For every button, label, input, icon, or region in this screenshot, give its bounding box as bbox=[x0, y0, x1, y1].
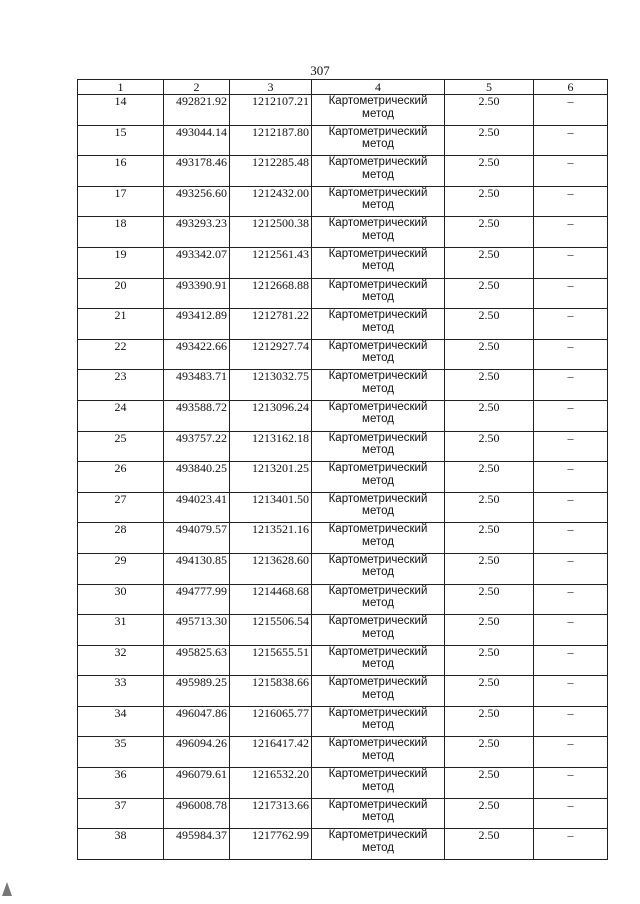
note-cell: – bbox=[534, 309, 608, 340]
note-cell: – bbox=[534, 553, 608, 584]
accuracy-cell: 2.50 bbox=[445, 370, 534, 401]
column-header: 5 bbox=[445, 80, 534, 95]
y-coordinate-cell: 1212107.21 bbox=[230, 95, 312, 126]
y-coordinate-cell: 1212187.80 bbox=[230, 125, 312, 156]
accuracy-cell: 2.50 bbox=[445, 431, 534, 462]
point-number-cell: 37 bbox=[78, 798, 164, 829]
x-coordinate-cell: 493044.14 bbox=[164, 125, 230, 156]
point-number-cell: 22 bbox=[78, 339, 164, 370]
y-coordinate-cell: 1217762.99 bbox=[230, 829, 312, 860]
x-coordinate-cell: 496008.78 bbox=[164, 798, 230, 829]
method-cell: Картометрический метод bbox=[312, 400, 445, 431]
method-cell: Картометрический метод bbox=[312, 553, 445, 584]
accuracy-cell: 2.50 bbox=[445, 462, 534, 493]
note-cell: – bbox=[534, 676, 608, 707]
point-number-cell: 32 bbox=[78, 645, 164, 676]
column-header: 6 bbox=[534, 80, 608, 95]
y-coordinate-cell: 1212781.22 bbox=[230, 309, 312, 340]
x-coordinate-cell: 494079.57 bbox=[164, 523, 230, 554]
point-number-cell: 21 bbox=[78, 309, 164, 340]
method-cell: Картометрический метод bbox=[312, 676, 445, 707]
x-coordinate-cell: 495713.30 bbox=[164, 615, 230, 646]
accuracy-cell: 2.50 bbox=[445, 768, 534, 799]
point-number-cell: 29 bbox=[78, 553, 164, 584]
accuracy-cell: 2.50 bbox=[445, 584, 534, 615]
accuracy-cell: 2.50 bbox=[445, 278, 534, 309]
note-cell: – bbox=[534, 798, 608, 829]
y-coordinate-cell: 1212561.43 bbox=[230, 247, 312, 278]
note-cell: – bbox=[534, 247, 608, 278]
x-coordinate-cell: 494023.41 bbox=[164, 492, 230, 523]
note-cell: – bbox=[534, 492, 608, 523]
accuracy-cell: 2.50 bbox=[445, 95, 534, 126]
method-cell: Картометрический метод bbox=[312, 247, 445, 278]
note-cell: – bbox=[534, 706, 608, 737]
method-cell: Картометрический метод bbox=[312, 829, 445, 860]
method-cell: Картометрический метод bbox=[312, 156, 445, 187]
method-cell: Картометрический метод bbox=[312, 186, 445, 217]
table-row bbox=[78, 339, 608, 370]
note-cell: – bbox=[534, 768, 608, 799]
table-row bbox=[78, 737, 608, 768]
point-number-cell: 25 bbox=[78, 431, 164, 462]
method-cell: Картометрический метод bbox=[312, 125, 445, 156]
table-row bbox=[78, 370, 608, 401]
x-coordinate-cell: 496079.61 bbox=[164, 768, 230, 799]
note-cell: – bbox=[534, 186, 608, 217]
note-cell: – bbox=[534, 645, 608, 676]
y-coordinate-cell: 1217313.66 bbox=[230, 798, 312, 829]
note-cell: – bbox=[534, 829, 608, 860]
table-row bbox=[78, 523, 608, 554]
x-coordinate-cell: 492821.92 bbox=[164, 95, 230, 126]
point-number-cell: 30 bbox=[78, 584, 164, 615]
y-coordinate-cell: 1213162.18 bbox=[230, 431, 312, 462]
accuracy-cell: 2.50 bbox=[445, 186, 534, 217]
point-number-cell: 24 bbox=[78, 400, 164, 431]
x-coordinate-cell: 493483.71 bbox=[164, 370, 230, 401]
accuracy-cell: 2.50 bbox=[445, 523, 534, 554]
x-coordinate-cell: 495984.37 bbox=[164, 829, 230, 860]
point-number-cell: 17 bbox=[78, 186, 164, 217]
x-coordinate-cell: 493293.23 bbox=[164, 217, 230, 248]
point-number-cell: 20 bbox=[78, 278, 164, 309]
accuracy-cell: 2.50 bbox=[445, 309, 534, 340]
y-coordinate-cell: 1212668.88 bbox=[230, 278, 312, 309]
point-number-cell: 35 bbox=[78, 737, 164, 768]
accuracy-cell: 2.50 bbox=[445, 553, 534, 584]
method-cell: Картометрический метод bbox=[312, 706, 445, 737]
table-header-row bbox=[78, 80, 608, 95]
table-row bbox=[78, 400, 608, 431]
note-cell: – bbox=[534, 615, 608, 646]
table-row bbox=[78, 829, 608, 860]
table-row bbox=[78, 95, 608, 126]
method-cell: Картометрический метод bbox=[312, 95, 445, 126]
y-coordinate-cell: 1212285.48 bbox=[230, 156, 312, 187]
y-coordinate-cell: 1215838.66 bbox=[230, 676, 312, 707]
accuracy-cell: 2.50 bbox=[445, 829, 534, 860]
point-number-cell: 14 bbox=[78, 95, 164, 126]
note-cell: – bbox=[534, 278, 608, 309]
x-coordinate-cell: 494777.99 bbox=[164, 584, 230, 615]
table-row bbox=[78, 553, 608, 584]
accuracy-cell: 2.50 bbox=[445, 247, 534, 278]
method-cell: Картометрический метод bbox=[312, 768, 445, 799]
y-coordinate-cell: 1215506.54 bbox=[230, 615, 312, 646]
y-coordinate-cell: 1212500.38 bbox=[230, 217, 312, 248]
x-coordinate-cell: 493256.60 bbox=[164, 186, 230, 217]
method-cell: Картометрический метод bbox=[312, 309, 445, 340]
page-number: 307 bbox=[310, 63, 330, 78]
point-number-cell: 27 bbox=[78, 492, 164, 523]
point-number-cell: 38 bbox=[78, 829, 164, 860]
note-cell: – bbox=[534, 400, 608, 431]
y-coordinate-cell: 1214468.68 bbox=[230, 584, 312, 615]
method-cell: Картометрический метод bbox=[312, 278, 445, 309]
method-cell: Картометрический метод bbox=[312, 645, 445, 676]
y-coordinate-cell: 1216532.20 bbox=[230, 768, 312, 799]
point-number-cell: 36 bbox=[78, 768, 164, 799]
note-cell: – bbox=[534, 737, 608, 768]
x-coordinate-cell: 496094.26 bbox=[164, 737, 230, 768]
accuracy-cell: 2.50 bbox=[445, 737, 534, 768]
y-coordinate-cell: 1213521.16 bbox=[230, 523, 312, 554]
x-coordinate-cell: 495825.63 bbox=[164, 645, 230, 676]
method-cell: Картометрический метод bbox=[312, 798, 445, 829]
accuracy-cell: 2.50 bbox=[445, 645, 534, 676]
method-cell: Картометрический метод bbox=[312, 431, 445, 462]
table-row bbox=[78, 278, 608, 309]
table-row bbox=[78, 584, 608, 615]
accuracy-cell: 2.50 bbox=[445, 217, 534, 248]
x-coordinate-cell: 493412.89 bbox=[164, 309, 230, 340]
point-number-cell: 16 bbox=[78, 156, 164, 187]
y-coordinate-cell: 1212927.74 bbox=[230, 339, 312, 370]
y-coordinate-cell: 1213032.75 bbox=[230, 370, 312, 401]
point-number-cell: 34 bbox=[78, 706, 164, 737]
y-coordinate-cell: 1213401.50 bbox=[230, 492, 312, 523]
x-coordinate-cell: 493840.25 bbox=[164, 462, 230, 493]
table-row bbox=[78, 186, 608, 217]
note-cell: – bbox=[534, 584, 608, 615]
x-coordinate-cell: 496047.86 bbox=[164, 706, 230, 737]
y-coordinate-cell: 1215655.51 bbox=[230, 645, 312, 676]
x-coordinate-cell: 493342.07 bbox=[164, 247, 230, 278]
table-row bbox=[78, 217, 608, 248]
table-row bbox=[78, 645, 608, 676]
accuracy-cell: 2.50 bbox=[445, 339, 534, 370]
accuracy-cell: 2.50 bbox=[445, 125, 534, 156]
note-cell: – bbox=[534, 339, 608, 370]
method-cell: Картометрический метод bbox=[312, 615, 445, 646]
method-cell: Картометрический метод bbox=[312, 217, 445, 248]
note-cell: – bbox=[534, 125, 608, 156]
method-cell: Картометрический метод bbox=[312, 339, 445, 370]
x-coordinate-cell: 495989.25 bbox=[164, 676, 230, 707]
note-cell: – bbox=[534, 370, 608, 401]
note-cell: – bbox=[534, 95, 608, 126]
table-row bbox=[78, 768, 608, 799]
table-row bbox=[78, 492, 608, 523]
table-row bbox=[78, 309, 608, 340]
scan-corner-mark bbox=[2, 882, 12, 896]
table-body bbox=[78, 80, 608, 860]
point-number-cell: 19 bbox=[78, 247, 164, 278]
table-row bbox=[78, 431, 608, 462]
y-coordinate-cell: 1216417.42 bbox=[230, 737, 312, 768]
note-cell: – bbox=[534, 217, 608, 248]
column-header: 4 bbox=[312, 80, 445, 95]
x-coordinate-cell: 493390.91 bbox=[164, 278, 230, 309]
table-row bbox=[78, 156, 608, 187]
table-row bbox=[78, 462, 608, 493]
accuracy-cell: 2.50 bbox=[445, 492, 534, 523]
y-coordinate-cell: 1213628.60 bbox=[230, 553, 312, 584]
y-coordinate-cell: 1212432.00 bbox=[230, 186, 312, 217]
accuracy-cell: 2.50 bbox=[445, 400, 534, 431]
table-row bbox=[78, 247, 608, 278]
method-cell: Картометрический метод bbox=[312, 737, 445, 768]
note-cell: – bbox=[534, 462, 608, 493]
note-cell: – bbox=[534, 523, 608, 554]
x-coordinate-cell: 493757.22 bbox=[164, 431, 230, 462]
method-cell: Картометрический метод bbox=[312, 370, 445, 401]
table-row bbox=[78, 125, 608, 156]
accuracy-cell: 2.50 bbox=[445, 798, 534, 829]
point-number-cell: 31 bbox=[78, 615, 164, 646]
method-cell: Картометрический метод bbox=[312, 492, 445, 523]
y-coordinate-cell: 1213096.24 bbox=[230, 400, 312, 431]
x-coordinate-cell: 493588.72 bbox=[164, 400, 230, 431]
x-coordinate-cell: 493422.66 bbox=[164, 339, 230, 370]
table-row bbox=[78, 706, 608, 737]
point-number-cell: 28 bbox=[78, 523, 164, 554]
point-number-cell: 26 bbox=[78, 462, 164, 493]
column-header: 3 bbox=[230, 80, 312, 95]
note-cell: – bbox=[534, 156, 608, 187]
y-coordinate-cell: 1213201.25 bbox=[230, 462, 312, 493]
x-coordinate-cell: 494130.85 bbox=[164, 553, 230, 584]
point-number-cell: 33 bbox=[78, 676, 164, 707]
accuracy-cell: 2.50 bbox=[445, 676, 534, 707]
column-header: 2 bbox=[164, 80, 230, 95]
method-cell: Картометрический метод bbox=[312, 523, 445, 554]
note-cell: – bbox=[534, 431, 608, 462]
x-coordinate-cell: 493178.46 bbox=[164, 156, 230, 187]
point-number-cell: 15 bbox=[78, 125, 164, 156]
method-cell: Картометрический метод bbox=[312, 584, 445, 615]
accuracy-cell: 2.50 bbox=[445, 706, 534, 737]
y-coordinate-cell: 1216065.77 bbox=[230, 706, 312, 737]
column-header: 1 bbox=[78, 80, 164, 95]
accuracy-cell: 2.50 bbox=[445, 615, 534, 646]
coordinates-table bbox=[77, 79, 608, 860]
point-number-cell: 18 bbox=[78, 217, 164, 248]
table-row bbox=[78, 798, 608, 829]
point-number-cell: 23 bbox=[78, 370, 164, 401]
method-cell: Картометрический метод bbox=[312, 462, 445, 493]
table-row bbox=[78, 615, 608, 646]
table-row bbox=[78, 676, 608, 707]
accuracy-cell: 2.50 bbox=[445, 156, 534, 187]
